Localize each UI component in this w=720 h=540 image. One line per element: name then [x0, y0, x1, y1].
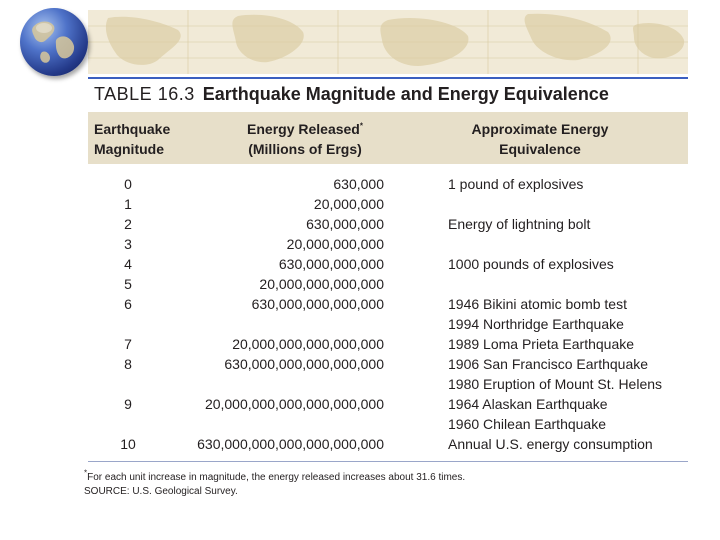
magnitude-cell: 6 — [124, 296, 132, 312]
magnitude-cell: 0 — [124, 176, 132, 192]
equivalence-cell — [448, 354, 662, 394]
energy-cell: 630,000,000,000,000,000 — [224, 356, 384, 372]
table-bottom-rule — [88, 461, 688, 462]
footnote-mark: * — [359, 121, 363, 131]
table-name: Earthquake Magnitude and Energy Equivalence — [202, 84, 609, 104]
magnitude-cell: 7 — [124, 336, 132, 352]
magnitude-cell: 2 — [124, 216, 132, 232]
table-number: TABLE 16.3 — [94, 84, 195, 104]
equivalence-cell — [448, 214, 590, 234]
equivalence-cell — [448, 254, 614, 274]
magnitude-cell: 3 — [124, 236, 132, 252]
magnitude-cell: 9 — [124, 396, 132, 412]
equivalence-line: 1994 Northridge Earthquake — [448, 316, 624, 332]
equivalence-line: 1906 San Francisco Earthquake — [448, 356, 649, 372]
magnitude-cell: 5 — [124, 276, 132, 292]
energy-cell: 20,000,000,000,000,000 — [232, 336, 384, 352]
table-row — [88, 294, 688, 334]
energy-cell: 630,000,000 — [306, 216, 384, 232]
table-row — [88, 354, 688, 394]
magnitude-cell: 1 — [124, 196, 132, 212]
equivalence-line: 1 pound of explosives — [448, 176, 584, 192]
energy-cell: 20,000,000,000,000,000,000 — [204, 396, 384, 412]
equivalence-line: 1980 Eruption of Mount St. Helens — [448, 376, 663, 392]
header-equivalence: Approximate Energy Equivalence — [471, 121, 609, 157]
footnote — [84, 468, 466, 499]
table-row — [88, 274, 688, 294]
header-energy: Energy Released* (Millions of Ergs) — [247, 121, 363, 157]
energy-cell: 20,000,000 — [313, 196, 384, 212]
table-row — [88, 334, 688, 354]
equivalence-cell — [448, 174, 583, 194]
table-row — [88, 174, 688, 194]
globe-icon — [20, 8, 88, 76]
table-title — [94, 84, 609, 105]
table-body — [88, 174, 688, 454]
magnitude-cell: 8 — [124, 356, 132, 372]
source-note: SOURCE: U.S. Geological Survey. — [84, 486, 238, 497]
equivalence-line: 1000 pounds of explosives — [448, 256, 614, 272]
energy-cell: 630,000 — [333, 176, 384, 192]
footnote-text: For each unit increase in magnitude, the energy released increases about 31.6 times. — [87, 472, 466, 483]
equivalence-cell — [448, 294, 627, 334]
world-map-banner — [88, 10, 688, 74]
table-row — [88, 254, 688, 274]
magnitude-cell: 4 — [124, 256, 132, 272]
equivalence-cell — [448, 334, 634, 354]
table-row — [88, 434, 688, 454]
energy-cell: 20,000,000,000 — [286, 236, 384, 252]
equivalence-line: 1989 Loma Prieta Earthquake — [448, 336, 635, 352]
energy-cell: 630,000,000,000 — [278, 256, 384, 272]
equivalence-line: 1946 Bikini atomic bomb test — [448, 296, 627, 312]
equivalence-line: Annual U.S. energy consumption — [448, 436, 653, 452]
table-row — [88, 234, 688, 254]
header-magnitude: Earthquake Magnitude — [94, 121, 171, 157]
equivalence-cell — [448, 394, 608, 434]
energy-cell: 20,000,000,000,000 — [259, 276, 384, 292]
energy-cell: 630,000,000,000,000 — [251, 296, 384, 312]
footnote-mark: * — [84, 468, 88, 478]
title-rule — [88, 77, 688, 79]
equivalence-line: 1960 Chilean Earthquake — [448, 416, 607, 432]
table-row — [88, 214, 688, 234]
equivalence-cell — [448, 434, 653, 454]
table-row — [88, 194, 688, 214]
table-row — [88, 394, 688, 434]
energy-cell: 630,000,000,000,000,000,000 — [197, 436, 384, 452]
magnitude-cell: 10 — [120, 436, 136, 452]
equivalence-line: Energy of lightning bolt — [448, 216, 591, 232]
equivalence-line: 1964 Alaskan Earthquake — [448, 396, 608, 412]
